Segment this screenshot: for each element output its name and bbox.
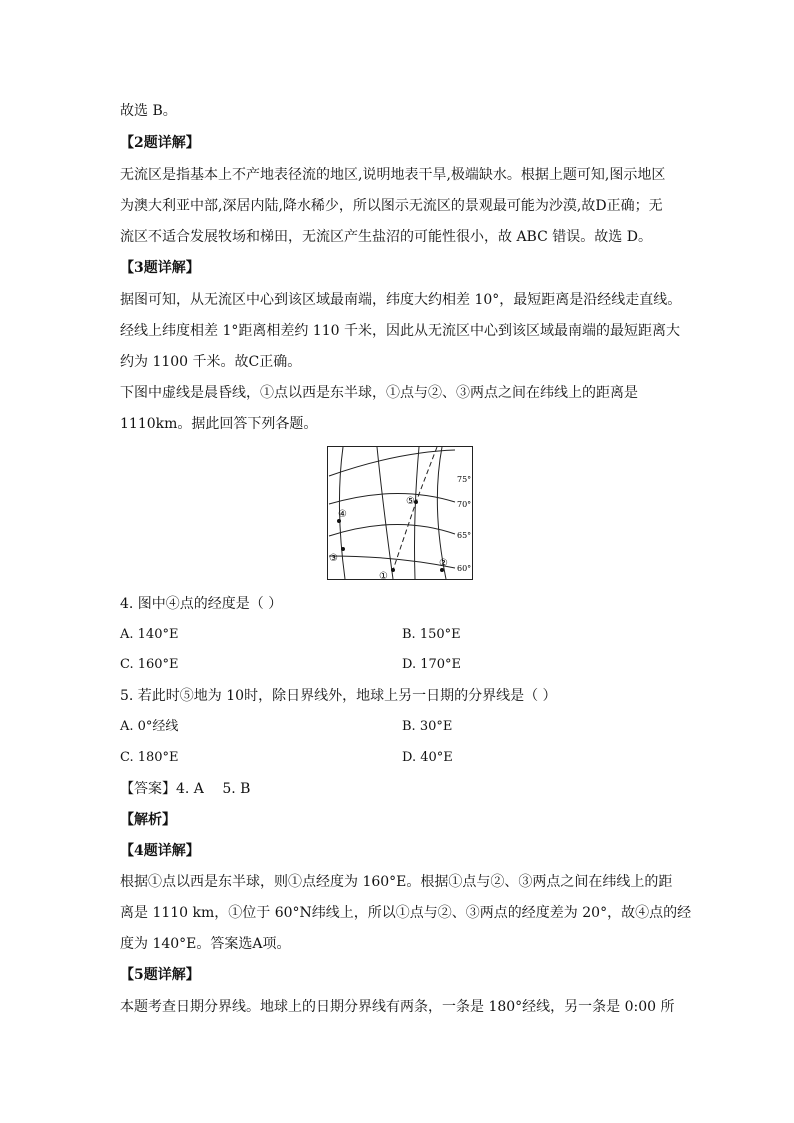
section-heading: 【2题详解】 bbox=[120, 135, 200, 151]
map-figure bbox=[327, 446, 473, 580]
point-3-dot bbox=[341, 547, 345, 551]
section-heading: 【解析】 bbox=[120, 812, 176, 828]
point-label-1: ① bbox=[379, 571, 388, 580]
q4-option-d: D. 170°E bbox=[402, 657, 462, 672]
q5-option-d: D. 40°E bbox=[402, 750, 453, 765]
text-line: 根据①点以西是东半球，则①点经度为 160°E。根据①点与②、③两点之间在纬线上的距 bbox=[120, 874, 673, 890]
text-line: 下图中虚线是晨昏线，①点以西是东半球，①点与②、③两点之间在纬线上的距离是 bbox=[120, 385, 638, 401]
q5-option-a: A. 0°经线 bbox=[120, 719, 179, 734]
text-line: 约为 1100 千米。故C正确。 bbox=[120, 354, 302, 370]
question-4: 4. 图中④点的经度是（ ） bbox=[120, 596, 283, 612]
point-1-dot bbox=[391, 568, 395, 572]
q5-option-c: C. 180°E bbox=[120, 750, 179, 765]
section-heading: 【3题详解】 bbox=[120, 260, 200, 276]
point-label-4: ④ bbox=[338, 509, 347, 520]
point-label-5: ⑤ bbox=[406, 496, 415, 507]
point-label-2: ② bbox=[439, 558, 448, 569]
text-line: 据图可知，从无流区中心到该区域最南端，纬度大约相差 10°，最短距离是沿经线走直线。 bbox=[120, 292, 682, 308]
section-heading: 【4题详解】 bbox=[120, 843, 200, 859]
point-label-3: ③ bbox=[329, 553, 338, 564]
answer-line: 【答案】4. A 5. B bbox=[120, 781, 251, 797]
q4-option-c: C. 160°E bbox=[120, 657, 179, 672]
section-heading: 【5题详解】 bbox=[120, 967, 200, 983]
text-line: 故选 B。 bbox=[120, 103, 177, 119]
question-5: 5. 若此时⑤地为 10时，除日界线外，地球上另一日期的分界线是（ ） bbox=[120, 688, 557, 704]
text-line: 离是 1110 km，①位于 60°N纬线上，所以①点与②、③两点的经度差为 20°，故④点的经 bbox=[120, 905, 692, 921]
text-line: 经线上纬度相差 1°距离相差约 110 千米，因此从无流区中心到该区域最南端的最短距离大 bbox=[120, 323, 680, 339]
text-line: 本题考查日期分界线。地球上的日期分界线有两条，一条是 180°经线，另一条是 0:00 所 bbox=[120, 999, 675, 1015]
text-line: 度为 140°E。答案选A项。 bbox=[120, 936, 291, 952]
text-line: 1110km。据此回答下列各题。 bbox=[120, 416, 318, 432]
lat-label-75: 75° bbox=[457, 475, 472, 484]
lat-label-65: 65° bbox=[457, 531, 472, 540]
q5-option-b: B. 30°E bbox=[402, 719, 453, 734]
lat-label-70: 70° bbox=[457, 500, 472, 509]
text-line: 流区不适合发展牧场和梯田，无流区产生盐沼的可能性很小，故 ABC 错误。故选 D。 bbox=[120, 229, 652, 245]
text-line: 无流区是指基本上不产地表径流的地区,说明地表干旱,极端缺水。根据上题可知,图示地区 bbox=[120, 167, 666, 183]
q4-option-a: A. 140°E bbox=[120, 627, 179, 642]
lat-label-60: 60° bbox=[457, 564, 472, 573]
q4-option-b: B. 150°E bbox=[402, 627, 461, 642]
text-line: 为澳大利亚中部,深居内陆,降水稀少，所以图示无流区的景观最可能为沙漠,故D正确；无 bbox=[120, 198, 663, 214]
